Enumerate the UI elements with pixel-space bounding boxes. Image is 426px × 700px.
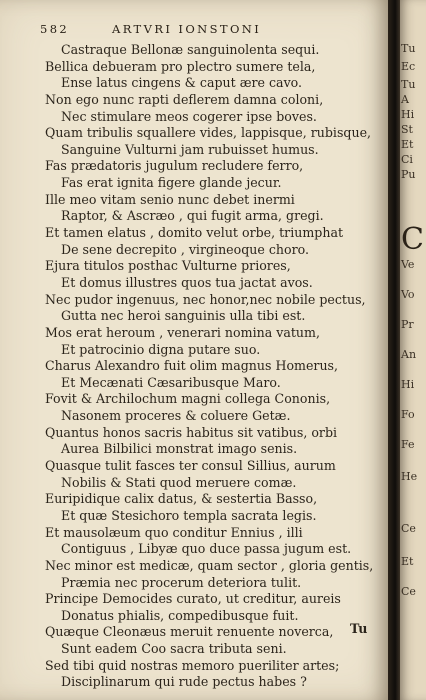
facing-page-fragment: Fo bbox=[401, 408, 415, 421]
verse-line: Et patrocinio digna putare suo. bbox=[61, 341, 261, 357]
facing-page-fragment: Ec bbox=[401, 60, 416, 73]
verse-line: Præmia nec procerum deteriora tulit. bbox=[61, 574, 302, 590]
verse-line: Nec stimulare meos cogerer ipse boves. bbox=[61, 108, 317, 124]
verse-line: Nec pudor ingenuus, nec honor,nec nobile pectus, bbox=[45, 291, 366, 307]
facing-page-fragment: Ci bbox=[401, 153, 413, 166]
verse-line: Raptor, & Ascræo , qui fugit arma, gregi. bbox=[61, 208, 324, 224]
verse-line: Sed tibi quid nostras memoro pueriliter artes; bbox=[45, 657, 340, 673]
verse-line: Quæque Cleonæus meruit renuente noverca, bbox=[45, 624, 334, 640]
facing-page-fragment: Vo bbox=[401, 288, 415, 301]
facing-page-fragment: Pu bbox=[401, 168, 416, 181]
verse-line: Ille meo vitam senio nunc debet inermi bbox=[45, 191, 295, 207]
facing-page-initial: C bbox=[401, 222, 424, 257]
verse-line: Quantus honos sacris habitus sit vatibus, orbi bbox=[45, 424, 338, 440]
verse-line: De sene decrepito , virgineoque choro. bbox=[61, 241, 309, 257]
verse-line: Et tamen elatus , domito velut orbe, triumphat bbox=[45, 225, 344, 241]
facing-page-fragment: He bbox=[401, 470, 418, 483]
verse-line: Euripidique calix datus, & sestertia Basso, bbox=[45, 491, 318, 507]
page-header bbox=[40, 22, 370, 40]
verse-line: Nasonem proceres & coluere Getæ. bbox=[61, 408, 291, 424]
facing-page-fragment: Et bbox=[401, 555, 414, 568]
verse-line: Quam tribulis squallere vides, lappisque, rubisque, bbox=[45, 125, 372, 141]
verse-line: Ense latus cingens & caput ære cavo. bbox=[61, 75, 303, 91]
verse-line: Gutta nec heroi sanguinis ulla tibi est. bbox=[61, 308, 306, 324]
book-gutter bbox=[388, 0, 400, 700]
facing-page-fragment: Hi bbox=[401, 378, 415, 391]
verse-line: Nec minor est medicæ, quam sector , gloria gentis, bbox=[45, 557, 374, 573]
facing-page-fragment: St bbox=[401, 123, 413, 136]
facing-page-fragment: Hi bbox=[401, 108, 415, 121]
facing-page-fragment: A bbox=[401, 93, 409, 106]
verse-line: Non ego nunc rapti deflerem damna coloni, bbox=[45, 91, 324, 107]
verse-line: Disciplinarum qui rude pectus habes ? bbox=[61, 674, 307, 690]
facing-page-fragment: Et bbox=[401, 138, 414, 151]
verse-line: Aurea Bilbilici monstrat imago senis. bbox=[61, 441, 298, 457]
verse-line: Fovit & Archilochum magni collega Cononis, bbox=[45, 391, 331, 407]
verse-line: Principe Democides curato, ut creditur, aureis bbox=[45, 591, 341, 607]
facing-page-fragment: Tu bbox=[401, 78, 416, 91]
verse-line: Ejura titulos posthac Vulturne priores, bbox=[45, 258, 291, 274]
facing-page-fragment: Ce bbox=[401, 522, 416, 535]
running-title: ARTVRI IONSTONI bbox=[112, 22, 262, 36]
verse-line: Sanguine Vulturni jam rubuisset humus. bbox=[61, 141, 319, 157]
verse-line: Et Mecænati Cæsaribusque Maro. bbox=[61, 374, 281, 390]
facing-page-edge bbox=[400, 0, 426, 700]
facing-page-fragment: Fe bbox=[401, 438, 415, 451]
verse-line: Bellica debueram pro plectro sumere tela, bbox=[45, 58, 316, 74]
page-number: 582 bbox=[40, 22, 70, 36]
facing-page-fragment: Ve bbox=[401, 258, 415, 271]
verse-line: Quasque tulit fasces ter consul Sillius, aurum bbox=[45, 458, 336, 474]
verse-line: Sunt eadem Coo sacra tributa seni. bbox=[61, 641, 287, 657]
verse-line: Et mausolæum quo conditur Ennius , illi bbox=[45, 524, 303, 540]
verse-line: Contiguus , Libyæ quo duce passa jugum est. bbox=[61, 541, 352, 557]
facing-page-fragment: An bbox=[401, 348, 417, 361]
verse-line: Fas prædatoris jugulum recludere ferro, bbox=[45, 158, 304, 174]
verse-line: Et domus illustres quos tua jactat avos. bbox=[61, 274, 313, 290]
verse-line: Castraque Bellonæ sanguinolenta sequi. bbox=[61, 42, 320, 57]
poem-text bbox=[45, 42, 380, 691]
verse-line: Donatus phialis, compedibusque fuit. bbox=[61, 607, 299, 623]
catchword: Tu bbox=[350, 621, 368, 636]
facing-page-fragment: Pr bbox=[401, 318, 414, 331]
facing-page-fragment: Ce bbox=[401, 585, 416, 598]
verse-line: Mos erat heroum , venerari nomina vatum, bbox=[45, 324, 320, 340]
verse-line: Nobilis & Stati quod meruere comæ. bbox=[61, 474, 297, 490]
facing-page-fragment: Tu bbox=[401, 42, 416, 55]
verse-line: Et quæ Stesichoro templa sacrata legis. bbox=[61, 507, 317, 523]
verse-line: Fas erat ignita figere glande jecur. bbox=[61, 175, 282, 191]
verse-line: Charus Alexandro fuit olim magnus Homerus, bbox=[45, 358, 339, 374]
